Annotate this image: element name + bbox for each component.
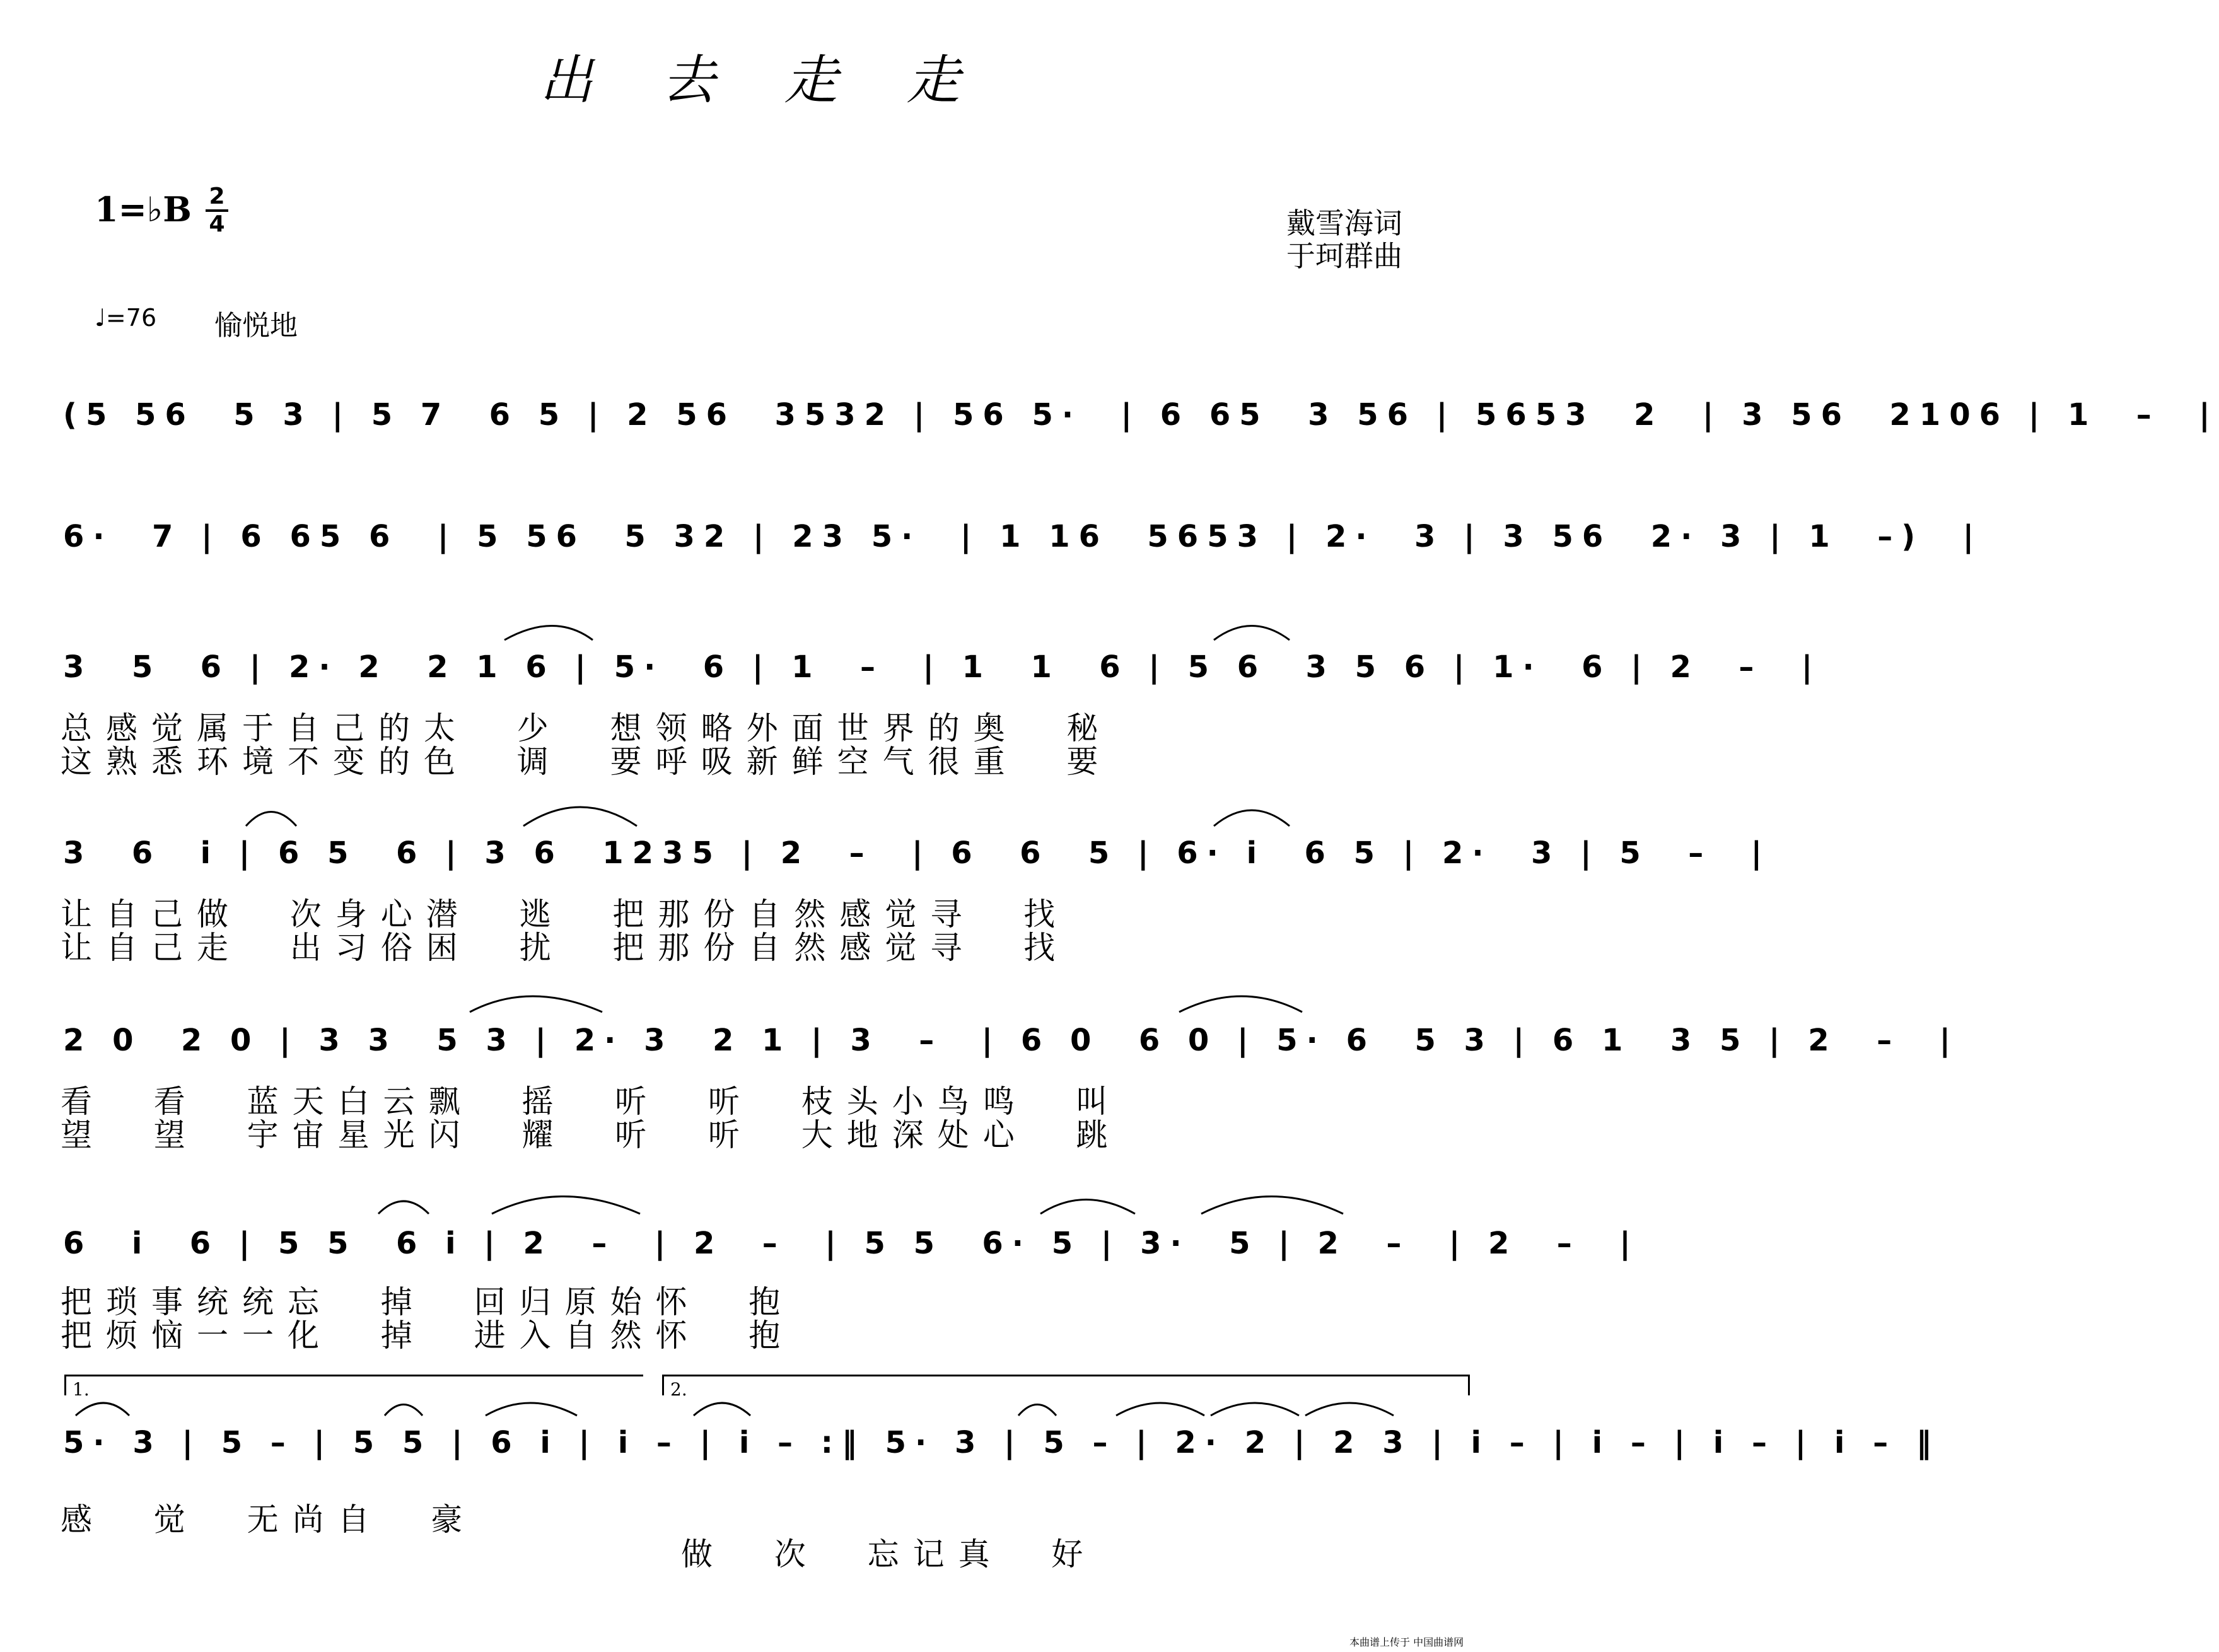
slur-15 (694, 1403, 750, 1416)
slur-4 (523, 807, 637, 826)
slur-8 (378, 1201, 429, 1214)
lyrics-4-verse-2: 让自己走 出习俗困 扰 把那份自然感觉寻 找 (61, 929, 1069, 966)
slur-5 (1214, 810, 1290, 826)
lyrics-4-verse-1: 让自己做 次身心潜 逃 把那份自然感觉寻 找 (61, 896, 1069, 933)
slur-16 (1018, 1405, 1056, 1416)
time-signature-bottom: 4 (209, 211, 225, 237)
slur-10 (1040, 1200, 1135, 1214)
volta-label-1: 1. (73, 1379, 90, 1400)
lyrics-3-verse-2: 这熟悉环境不变的色 调 要呼吸新鲜空气很重 要 (61, 743, 1112, 780)
notation-system-6: 6 i 6 | 5 5 6 i | 2 – | 2 – | 5 5 6· 5 | 3· 5 | 2 – | 2 – | (63, 1226, 1639, 1261)
lyrics-7-ending-1: 感 觉 无尚自 豪 (61, 1501, 477, 1538)
notation-system-1: (5 56 5 3 | 5 7 6 5 | 2 56 3532 | 56 5· | 6 65 3 56 | 5653 2 | 3 56 2106 | 1 – | (63, 397, 2219, 433)
slur-2 (1214, 626, 1290, 641)
notation-system-3: 3 5 6 | 2· 2 2 1 6 | 5· 6 | 1 – | 1 1 6 | 5 6 3 5 6 | 1· 6 | 2 – | (63, 649, 1822, 685)
notation-system-7: 5· 3 | 5 – | 5 5 | 6 i | i – | i – :‖ 5· 3 | 5 – | 2· 2 | 2 3 | i – | i – | i – | i – ‖ (63, 1425, 1940, 1460)
time-signature-top: 2 (209, 183, 225, 209)
slur-9 (492, 1197, 640, 1214)
expression-mark: 愉悦地 (214, 310, 298, 342)
slur-14 (486, 1403, 577, 1416)
volta-label-2: 2. (670, 1379, 687, 1400)
slur-17 (1116, 1403, 1204, 1416)
slur-1 (504, 626, 593, 641)
lyricist: 戴雪海词 (1286, 206, 1402, 240)
notation-system-4: 3 6 i | 6 5 6 | 3 6 1235 | 2 – | 6 6 5 | 6· i 6 5 | 2· 3 | 5 – | (63, 835, 1771, 871)
slur-3 (246, 812, 296, 827)
notation-system-2: 6· 7 | 6 65 6 | 5 56 5 32 | 23 5· | 1 16 5653 | 2· 3 | 3 56 2· 3 | 1 –) | (63, 519, 1983, 554)
slur-12 (76, 1403, 129, 1416)
notation-system-5: 2 0 2 0 | 3 3 5 3 | 2· 3 2 1 | 3 – | 6 0 6 0 | 5· 6 5 3 | 6 1 3 5 | 2 – | (63, 1023, 1960, 1058)
slur-18 (1211, 1403, 1299, 1416)
tempo-mark: ♩=76 (95, 304, 157, 332)
slur-11 (1201, 1197, 1343, 1214)
lyrics-3-verse-1: 总感觉属于自己的太 少 想领略外面世界的奥 秘 (61, 710, 1112, 747)
lyrics-5-verse-1: 看 看 蓝天白云飘 摇 听 听 枝头小鸟鸣 叫 (61, 1083, 1122, 1120)
slur-7 (1179, 996, 1302, 1012)
lyrics-7-ending-2: 做 次 忘记真 好 (681, 1536, 1097, 1573)
lyrics-6-verse-2: 把烦恼一一化 掉 进入自然怀 抱 (61, 1317, 795, 1354)
slur-13 (385, 1405, 422, 1416)
song-title: 出去走走 (539, 49, 1029, 111)
lyrics-5-verse-2: 望 望 宇宙星光闪 耀 听 听 大地深处心 跳 (61, 1117, 1122, 1153)
composer: 于珂群曲 (1286, 239, 1402, 273)
lyrics-6-verse-1: 把琐事统统忘 掉 回归原始怀 抱 (61, 1284, 795, 1320)
footer-watermark: 本曲谱上传于 中国曲谱网 (1349, 1636, 1464, 1648)
slur-6 (470, 996, 602, 1012)
key-signature: 1=♭B (95, 189, 192, 230)
slur-19 (1305, 1403, 1394, 1416)
